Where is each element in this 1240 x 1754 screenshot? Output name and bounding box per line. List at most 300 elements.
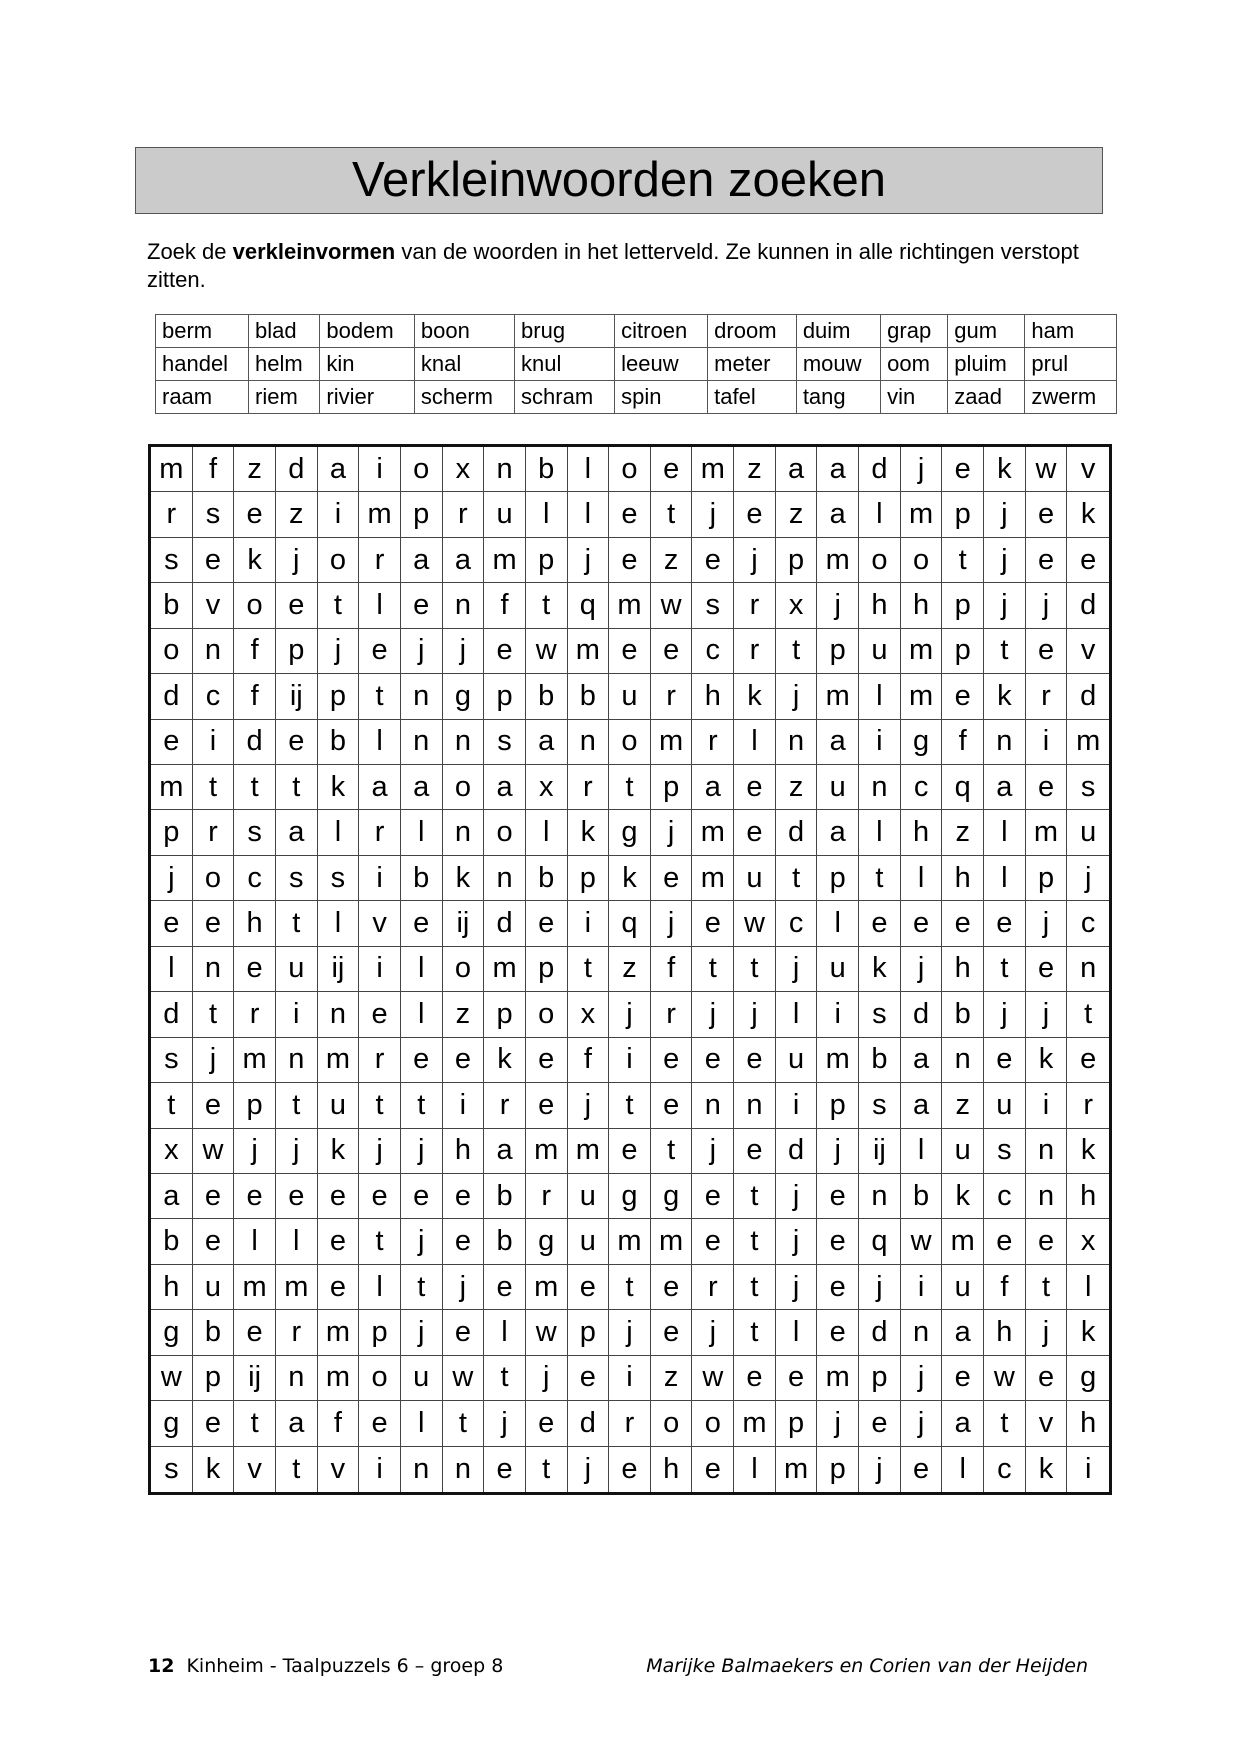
grid-cell: e — [568, 1265, 610, 1310]
grid-cell: l — [984, 856, 1026, 901]
grid-cell: e — [1067, 1038, 1109, 1083]
grid-cell: a — [776, 447, 818, 492]
grid-cell: a — [276, 1401, 318, 1446]
word-cell: bodem — [320, 315, 414, 348]
grid-cell: s — [1067, 765, 1109, 810]
grid-cell: j — [901, 1401, 943, 1446]
grid-cell: d — [859, 447, 901, 492]
grid-cell: ij — [234, 1356, 276, 1401]
grid-cell: b — [526, 674, 568, 719]
grid-cell: j — [443, 1265, 485, 1310]
grid-cell: m — [359, 492, 401, 537]
grid-cell: a — [901, 1083, 943, 1128]
grid-cell: t — [609, 1265, 651, 1310]
grid-cell: c — [193, 674, 235, 719]
grid-cell: r — [443, 492, 485, 537]
grid-cell: e — [193, 1174, 235, 1219]
word-cell: zwerm — [1025, 381, 1117, 414]
grid-cell: g — [526, 1219, 568, 1264]
grid-cell: t — [651, 1129, 693, 1174]
grid-cell: n — [942, 1038, 984, 1083]
grid-cell: j — [318, 629, 360, 674]
grid-cell: s — [692, 583, 734, 628]
grid-cell: t — [609, 1083, 651, 1128]
grid-cell: a — [484, 1129, 526, 1174]
grid-cell: j — [443, 629, 485, 674]
grid-cell: t — [318, 583, 360, 628]
grid-cell: t — [234, 1401, 276, 1446]
grid-cell: j — [901, 447, 943, 492]
grid-cell: m — [568, 1129, 610, 1174]
grid-cell: n — [734, 1083, 776, 1128]
grid-cell: e — [901, 1447, 943, 1492]
grid-cell: n — [193, 947, 235, 992]
grid-cell: e — [651, 1083, 693, 1128]
grid-cell: j — [609, 992, 651, 1037]
grid-cell: j — [984, 538, 1026, 583]
grid-cell: t — [776, 629, 818, 674]
grid-cell: v — [1067, 629, 1109, 674]
authors: Marijke Balmaekers en Corien van der Heijden — [646, 1655, 1088, 1677]
grid-cell: t — [401, 1265, 443, 1310]
grid-cell: h — [984, 1310, 1026, 1355]
grid-cell: d — [234, 720, 276, 765]
grid-cell: f — [568, 1038, 610, 1083]
grid-cell: s — [234, 810, 276, 855]
grid-cell: p — [776, 1401, 818, 1446]
grid-cell: j — [359, 1129, 401, 1174]
grid-cell: t — [692, 947, 734, 992]
grid-cell: l — [526, 492, 568, 537]
grid-cell: x — [151, 1129, 193, 1174]
grid-cell: l — [859, 492, 901, 537]
grid-cell: l — [859, 674, 901, 719]
grid-cell: p — [817, 856, 859, 901]
grid-cell: m — [901, 674, 943, 719]
word-cell: grap — [881, 315, 948, 348]
grid-cell: j — [276, 538, 318, 583]
grid-cell: m — [1026, 810, 1068, 855]
grid-cell: e — [359, 1401, 401, 1446]
grid-cell: z — [776, 765, 818, 810]
word-cell: scherm — [414, 381, 514, 414]
grid-cell: n — [443, 810, 485, 855]
grid-cell: j — [734, 538, 776, 583]
grid-cell: i — [276, 992, 318, 1037]
instructions-suffix: van de woorden in het letterveld. Ze kunnen in alle richtingen verstopt zitten. — [147, 239, 1079, 292]
word-cell: blad — [249, 315, 320, 348]
grid-cell: l — [568, 447, 610, 492]
grid-cell: l — [901, 856, 943, 901]
grid-cell: p — [276, 629, 318, 674]
grid-cell: e — [692, 1038, 734, 1083]
grid-cell: g — [609, 1174, 651, 1219]
grid-cell: e — [443, 1038, 485, 1083]
grid-cell: j — [1026, 992, 1068, 1037]
grid-cell: q — [568, 583, 610, 628]
grid-cell: j — [901, 1356, 943, 1401]
word-cell: zaad — [948, 381, 1025, 414]
grid-cell: t — [401, 1083, 443, 1128]
grid-cell: o — [151, 629, 193, 674]
grid-cell: e — [193, 1083, 235, 1128]
grid-cell: l — [568, 492, 610, 537]
grid-cell: t — [734, 1310, 776, 1355]
grid-cell: u — [817, 765, 859, 810]
grid-cell: g — [151, 1310, 193, 1355]
grid-cell: x — [443, 447, 485, 492]
grid-cell: e — [276, 583, 318, 628]
grid-cell: c — [1067, 901, 1109, 946]
grid-cell: e — [609, 1129, 651, 1174]
grid-cell: f — [318, 1401, 360, 1446]
grid-cell: n — [692, 1083, 734, 1128]
word-cell: duim — [796, 315, 880, 348]
grid-cell: k — [734, 674, 776, 719]
grid-cell: m — [776, 1447, 818, 1492]
grid-cell: e — [692, 1219, 734, 1264]
grid-cell: t — [984, 947, 1026, 992]
word-cell: droom — [708, 315, 797, 348]
grid-cell: j — [401, 1310, 443, 1355]
grid-cell: m — [817, 538, 859, 583]
grid-cell: k — [609, 856, 651, 901]
grid-cell: k — [1026, 1038, 1068, 1083]
grid-cell: s — [318, 856, 360, 901]
grid-cell: n — [401, 674, 443, 719]
grid-cell: t — [484, 1356, 526, 1401]
grid-cell: m — [151, 765, 193, 810]
grid-cell: t — [942, 538, 984, 583]
grid-cell: t — [359, 1083, 401, 1128]
grid-cell: h — [901, 583, 943, 628]
grid-cell: j — [151, 856, 193, 901]
page-footer — [148, 1655, 1088, 1677]
grid-cell: k — [984, 674, 1026, 719]
word-cell: leeuw — [615, 348, 708, 381]
grid-cell: c — [234, 856, 276, 901]
grid-cell: j — [734, 992, 776, 1037]
grid-cell: m — [817, 1356, 859, 1401]
grid-cell: ij — [859, 1129, 901, 1174]
grid-cell: e — [193, 538, 235, 583]
grid-cell: m — [692, 856, 734, 901]
grid-cell: m — [609, 583, 651, 628]
grid-cell: e — [359, 992, 401, 1037]
grid-cell: d — [901, 992, 943, 1037]
grid-cell: e — [318, 1219, 360, 1264]
grid-cell: j — [1067, 856, 1109, 901]
grid-cell: m — [651, 1219, 693, 1264]
grid-cell: r — [359, 1038, 401, 1083]
grid-cell: e — [443, 1310, 485, 1355]
grid-cell: j — [776, 1265, 818, 1310]
grid-cell: v — [318, 1447, 360, 1492]
grid-cell: t — [734, 1219, 776, 1264]
grid-cell: f — [234, 629, 276, 674]
grid-cell: r — [692, 720, 734, 765]
grid-cell: z — [734, 447, 776, 492]
grid-cell: e — [734, 1356, 776, 1401]
grid-cell: o — [484, 810, 526, 855]
book-title: Kinheim - Taalpuzzels 6 – groep 8 — [186, 1655, 504, 1677]
grid-cell: b — [859, 1038, 901, 1083]
word-list-table — [155, 314, 1117, 414]
grid-cell: l — [484, 1310, 526, 1355]
grid-cell: n — [276, 1038, 318, 1083]
grid-cell: l — [359, 583, 401, 628]
grid-cell: e — [359, 1174, 401, 1219]
grid-cell: l — [359, 1265, 401, 1310]
grid-cell: p — [484, 674, 526, 719]
grid-cell: n — [401, 1447, 443, 1492]
grid-cell: w — [901, 1219, 943, 1264]
grid-cell: n — [276, 1356, 318, 1401]
grid-cell: b — [151, 1219, 193, 1264]
grid-cell: s — [484, 720, 526, 765]
grid-cell: p — [776, 538, 818, 583]
grid-cell: p — [817, 1447, 859, 1492]
grid-cell: m — [484, 538, 526, 583]
grid-cell: l — [526, 810, 568, 855]
grid-cell: w — [984, 1356, 1026, 1401]
grid-cell: e — [776, 1356, 818, 1401]
grid-cell: e — [692, 901, 734, 946]
grid-cell: p — [859, 1356, 901, 1401]
grid-cell: p — [401, 492, 443, 537]
grid-cell: e — [651, 1265, 693, 1310]
grid-cell: p — [193, 1356, 235, 1401]
grid-cell: i — [609, 1356, 651, 1401]
grid-cell: t — [443, 1401, 485, 1446]
word-cell: oom — [881, 348, 948, 381]
grid-cell: b — [193, 1310, 235, 1355]
grid-cell: i — [318, 492, 360, 537]
grid-cell: x — [776, 583, 818, 628]
grid-cell: b — [568, 674, 610, 719]
grid-cell: a — [692, 765, 734, 810]
grid-cell: j — [1026, 901, 1068, 946]
word-cell: brug — [515, 315, 615, 348]
grid-cell: e — [193, 1219, 235, 1264]
grid-cell: i — [359, 856, 401, 901]
grid-cell: j — [984, 992, 1026, 1037]
grid-cell: e — [401, 1174, 443, 1219]
grid-cell: d — [776, 810, 818, 855]
grid-cell: t — [734, 1265, 776, 1310]
grid-cell: l — [942, 1447, 984, 1492]
grid-cell: m — [942, 1219, 984, 1264]
grid-cell: j — [817, 583, 859, 628]
grid-cell: s — [151, 1038, 193, 1083]
word-cell: citroen — [615, 315, 708, 348]
grid-cell: a — [318, 447, 360, 492]
grid-cell: t — [526, 1447, 568, 1492]
grid-cell: b — [526, 856, 568, 901]
grid-cell: e — [734, 1129, 776, 1174]
grid-cell: l — [776, 992, 818, 1037]
grid-cell: j — [776, 1174, 818, 1219]
grid-cell: k — [859, 947, 901, 992]
grid-cell: e — [651, 856, 693, 901]
grid-cell: e — [859, 1401, 901, 1446]
grid-cell: i — [901, 1265, 943, 1310]
grid-cell: d — [568, 1401, 610, 1446]
grid-cell: e — [276, 1174, 318, 1219]
grid-cell: a — [484, 765, 526, 810]
grid-cell: e — [1026, 1219, 1068, 1264]
grid-cell: e — [1026, 1356, 1068, 1401]
grid-cell: m — [817, 1038, 859, 1083]
grid-cell: l — [276, 1219, 318, 1264]
grid-cell: e — [276, 720, 318, 765]
grid-cell: e — [692, 1447, 734, 1492]
grid-cell: u — [193, 1265, 235, 1310]
grid-cell: u — [318, 1083, 360, 1128]
grid-cell: r — [193, 810, 235, 855]
grid-cell: f — [942, 720, 984, 765]
word-cell: prul — [1025, 348, 1117, 381]
grid-cell: o — [859, 538, 901, 583]
grid-cell: e — [817, 1219, 859, 1264]
grid-cell: b — [942, 992, 984, 1037]
grid-cell: p — [817, 629, 859, 674]
grid-cell: k — [318, 765, 360, 810]
grid-cell: r — [151, 492, 193, 537]
grid-cell: e — [526, 1038, 568, 1083]
grid-cell: m — [734, 1401, 776, 1446]
grid-cell: r — [734, 629, 776, 674]
grid-cell: w — [734, 901, 776, 946]
grid-cell: a — [817, 720, 859, 765]
grid-cell: p — [151, 810, 193, 855]
grid-cell: e — [651, 1310, 693, 1355]
grid-cell: l — [318, 810, 360, 855]
grid-cell: r — [651, 992, 693, 1037]
grid-cell: t — [984, 629, 1026, 674]
grid-cell: n — [776, 720, 818, 765]
grid-cell: w — [443, 1356, 485, 1401]
grid-cell: h — [443, 1129, 485, 1174]
grid-cell: a — [817, 447, 859, 492]
grid-cell: d — [151, 674, 193, 719]
grid-cell: j — [901, 947, 943, 992]
grid-cell: r — [526, 1174, 568, 1219]
grid-cell: n — [484, 856, 526, 901]
grid-cell: z — [651, 1356, 693, 1401]
grid-cell: k — [484, 1038, 526, 1083]
grid-cell: m — [276, 1265, 318, 1310]
grid-cell: e — [443, 1219, 485, 1264]
grid-cell: z — [443, 992, 485, 1037]
grid-cell: j — [692, 1129, 734, 1174]
grid-cell: p — [568, 1310, 610, 1355]
grid-cell: e — [318, 1265, 360, 1310]
grid-cell: j — [776, 947, 818, 992]
grid-cell: e — [901, 901, 943, 946]
grid-cell: n — [193, 629, 235, 674]
grid-cell: l — [859, 810, 901, 855]
grid-cell: l — [401, 1401, 443, 1446]
grid-cell: a — [942, 1310, 984, 1355]
grid-cell: e — [609, 1447, 651, 1492]
grid-cell: m — [484, 947, 526, 992]
grid-cell: i — [1026, 720, 1068, 765]
grid-cell: g — [609, 810, 651, 855]
grid-cell: u — [276, 947, 318, 992]
grid-cell: e — [734, 765, 776, 810]
grid-cell: u — [401, 1356, 443, 1401]
grid-cell: i — [609, 1038, 651, 1083]
grid-cell: m — [692, 447, 734, 492]
grid-cell: j — [234, 1129, 276, 1174]
grid-cell: u — [942, 1265, 984, 1310]
grid-cell: t — [1067, 992, 1109, 1037]
grid-cell: b — [484, 1219, 526, 1264]
grid-cell: e — [1026, 765, 1068, 810]
grid-cell: t — [859, 856, 901, 901]
grid-cell: e — [609, 629, 651, 674]
grid-cell: m — [318, 1038, 360, 1083]
grid-cell: n — [1067, 947, 1109, 992]
word-row — [156, 315, 1117, 348]
grid-cell: t — [734, 1174, 776, 1219]
grid-cell: l — [234, 1219, 276, 1264]
grid-cell: m — [568, 629, 610, 674]
grid-cell: u — [568, 1219, 610, 1264]
grid-cell: i — [568, 901, 610, 946]
grid-cell: l — [901, 1129, 943, 1174]
grid-cell: t — [359, 674, 401, 719]
grid-cell: k — [1026, 1447, 1068, 1492]
grid-cell: g — [901, 720, 943, 765]
grid-cell: a — [817, 492, 859, 537]
grid-cell: i — [359, 947, 401, 992]
grid-cell: i — [817, 992, 859, 1037]
grid-cell: h — [651, 1447, 693, 1492]
grid-cell: k — [1067, 1310, 1109, 1355]
grid-cell: u — [859, 629, 901, 674]
grid-cell: c — [984, 1174, 1026, 1219]
grid-cell: s — [859, 1083, 901, 1128]
grid-cell: a — [526, 720, 568, 765]
grid-cell: k — [318, 1129, 360, 1174]
grid-cell: j — [817, 1401, 859, 1446]
grid-cell: e — [526, 1083, 568, 1128]
grid-cell: u — [817, 947, 859, 992]
grid-cell: ij — [276, 674, 318, 719]
grid-cell: e — [651, 629, 693, 674]
grid-cell: l — [734, 720, 776, 765]
grid-cell: i — [359, 447, 401, 492]
grid-cell: s — [151, 538, 193, 583]
grid-cell: p — [359, 1310, 401, 1355]
grid-cell: u — [609, 674, 651, 719]
grid-cell: v — [359, 901, 401, 946]
grid-cell: f — [234, 674, 276, 719]
grid-cell: j — [568, 1447, 610, 1492]
grid-cell: n — [901, 1310, 943, 1355]
grid-cell: c — [776, 901, 818, 946]
word-cell: kin — [320, 348, 414, 381]
grid-cell: t — [276, 765, 318, 810]
grid-cell: z — [609, 947, 651, 992]
grid-cell: b — [401, 856, 443, 901]
grid-cell: r — [568, 765, 610, 810]
grid-cell: h — [942, 856, 984, 901]
grid-cell: p — [1026, 856, 1068, 901]
grid-cell: k — [443, 856, 485, 901]
